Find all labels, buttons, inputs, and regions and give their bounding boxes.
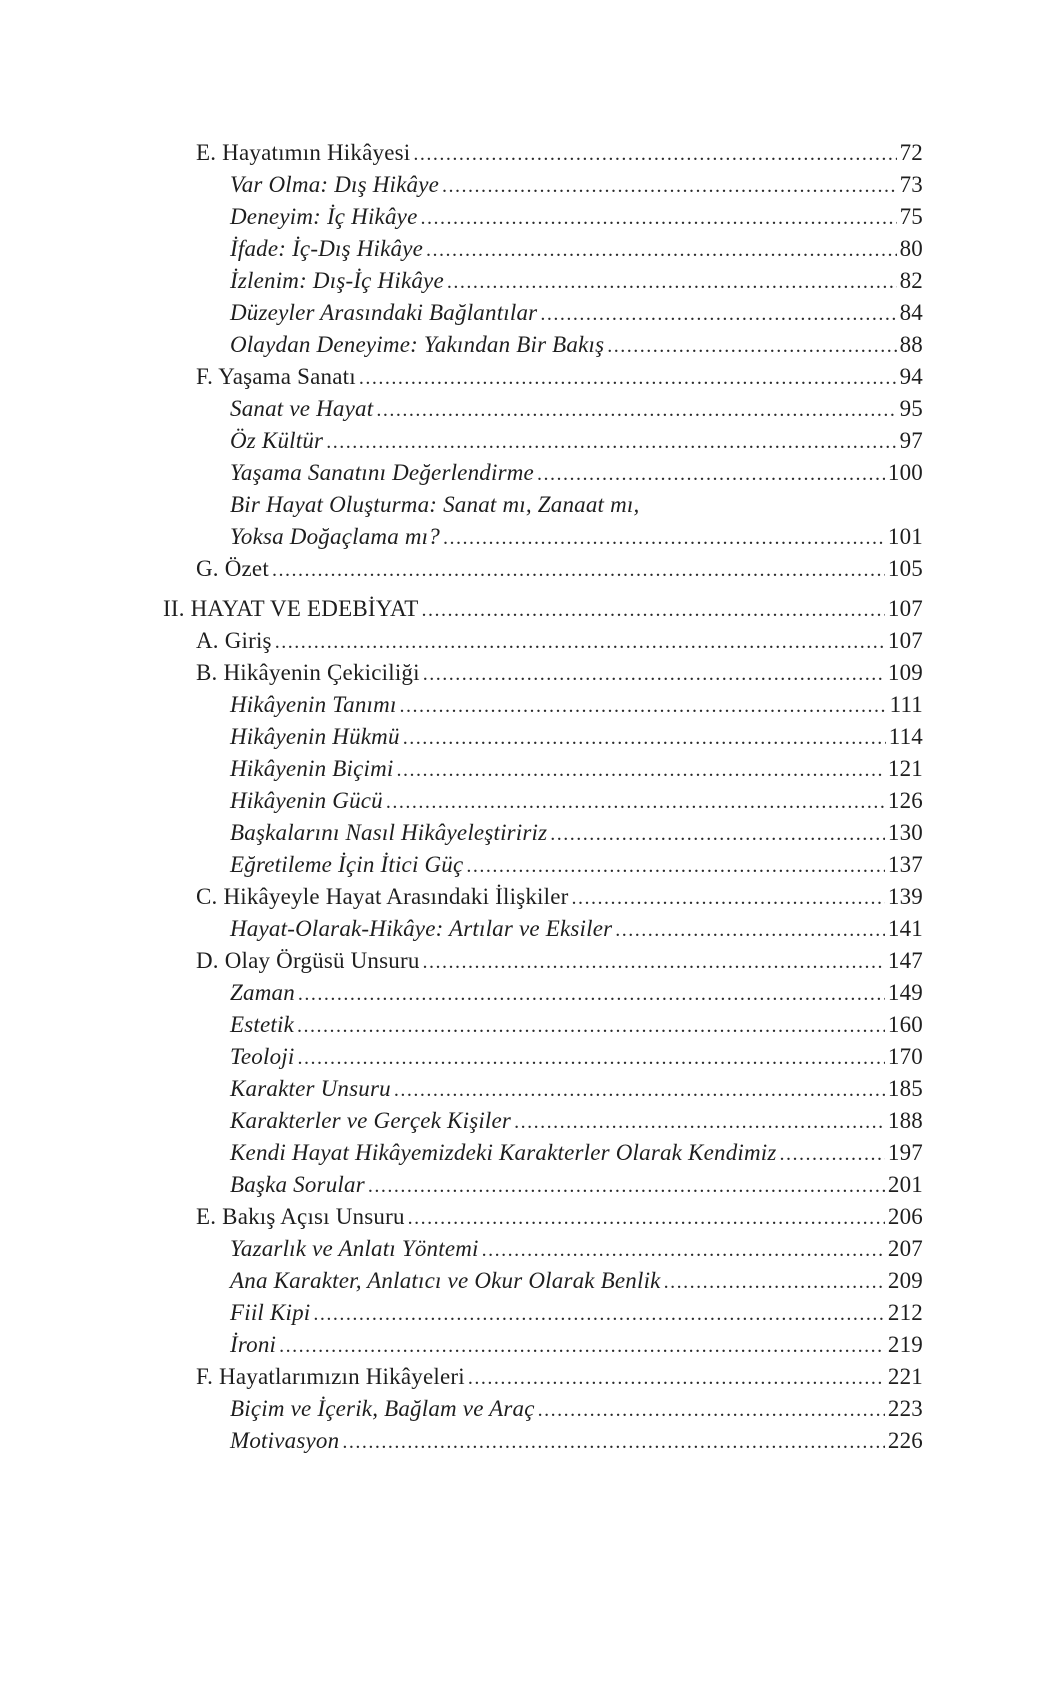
toc-entry-page: 223	[887, 1396, 923, 1421]
toc-entry	[230, 202, 923, 233]
toc-entry	[230, 1266, 923, 1297]
toc-entry-title: Motivasyon	[230, 1428, 340, 1453]
toc-entry-title: Zaman	[230, 980, 295, 1005]
toc-entry-page: 114	[888, 724, 923, 749]
dot-leader	[466, 851, 884, 881]
toc-entry-title: Hikâyenin Gücü	[230, 788, 383, 813]
toc-entry-page: 209	[887, 1268, 923, 1293]
toc-entry	[230, 754, 923, 785]
dot-leader	[422, 595, 885, 625]
toc-entry-title: Karakterler ve Gerçek Kişiler	[230, 1108, 512, 1133]
toc-entry-page: 95	[899, 396, 923, 421]
toc-entry	[230, 170, 923, 201]
toc-entry-page: 185	[887, 1076, 923, 1101]
toc-entry-title: Yoksa Doğaçlama mı?	[230, 524, 440, 549]
dot-leader	[394, 1075, 885, 1105]
toc-entry	[230, 522, 923, 553]
toc-entry	[196, 658, 923, 689]
toc-entry-title: Hikâyenin Biçimi	[230, 756, 394, 781]
toc-entry	[230, 1426, 923, 1457]
toc-entry	[230, 690, 923, 721]
dot-leader	[386, 787, 885, 817]
toc-entry-title: C. Hikâyeyle Hayat Arasındaki İlişkiler	[196, 884, 569, 909]
toc-entry	[230, 1074, 923, 1105]
toc-entry-page: 111	[889, 692, 923, 717]
toc-entry-page: 72	[899, 140, 923, 165]
toc-entry-title: Ana Karakter, Anlatıcı ve Okur Olarak Benlik	[230, 1268, 661, 1293]
dot-leader	[368, 1171, 885, 1201]
toc-chapter-entry	[163, 594, 923, 625]
dot-leader	[297, 1043, 884, 1073]
toc-chapter-title: II. HAYAT VE EDEBİYAT	[163, 596, 419, 621]
dot-leader	[538, 1395, 885, 1425]
dot-leader	[514, 1107, 885, 1137]
toc-entry-title: Bir Hayat Oluşturma: Sanat mı, Zanaat mı,	[230, 492, 640, 517]
toc-entry	[196, 626, 923, 657]
toc-entry	[230, 458, 923, 489]
toc-entry-page: 84	[899, 300, 923, 325]
toc-entry	[230, 818, 923, 849]
toc-entry-title: B. Hikâyenin Çekiciliği	[196, 660, 420, 685]
dot-leader	[326, 427, 896, 457]
toc-entry-title: İroni	[230, 1332, 277, 1357]
toc-entry	[230, 330, 923, 361]
toc-entry	[230, 1330, 923, 1361]
toc-entry	[230, 1298, 923, 1329]
dot-leader	[443, 523, 885, 553]
toc-entry-page: 226	[887, 1428, 923, 1453]
toc-entry-page: 94	[899, 364, 923, 389]
dot-leader	[313, 1299, 884, 1329]
toc-entry-page: 80	[899, 236, 923, 261]
toc-entry-title: Eğretileme İçin İtici Güç	[230, 852, 464, 877]
toc-entry-page: 197	[887, 1140, 923, 1165]
toc-entry-title: Düzeyler Arasındaki Bağlantılar	[230, 300, 538, 325]
dot-leader	[423, 947, 885, 977]
toc-entry-page: 149	[887, 980, 923, 1005]
dot-leader	[607, 331, 896, 361]
toc-entry-page: 100	[887, 460, 923, 485]
toc-entry-page: 137	[887, 852, 923, 877]
toc-entry-page: 141	[887, 916, 923, 941]
toc-entry	[230, 722, 923, 753]
toc-entry-page: 107	[887, 628, 923, 653]
toc-entry-page: 126	[887, 788, 923, 813]
toc-entry-page: 97	[899, 428, 923, 453]
dot-leader	[468, 1363, 885, 1393]
toc-entry-title: F. Yaşama Sanatı	[196, 364, 356, 389]
dot-leader	[297, 1011, 885, 1041]
toc-entry	[230, 914, 923, 945]
toc-entry	[196, 946, 923, 977]
toc-entry	[230, 1138, 923, 1169]
toc-entry-page: 206	[887, 1204, 923, 1229]
dot-leader	[298, 979, 885, 1009]
dot-leader	[421, 203, 897, 233]
toc-entry	[230, 786, 923, 817]
toc-entry	[230, 1106, 923, 1137]
toc-entry-page: 109	[887, 660, 923, 685]
toc-entry-title: Hayat-Olarak-Hikâye: Artılar ve Eksiler	[230, 916, 613, 941]
toc-entry-page: 82	[899, 268, 923, 293]
toc-entry-page: 130	[887, 820, 923, 845]
toc-entry-page: 221	[887, 1364, 923, 1389]
toc-entry	[196, 1202, 923, 1233]
toc-entry-title: Öz Kültür	[230, 428, 324, 453]
toc-entry-title: Sanat ve Hayat	[230, 396, 374, 421]
toc-entry	[230, 1170, 923, 1201]
toc-entry	[196, 362, 923, 393]
dot-leader	[400, 691, 887, 721]
toc-entry-page: 147	[887, 948, 923, 973]
dot-leader	[342, 1427, 885, 1457]
toc-entry-page: 188	[887, 1108, 923, 1133]
toc-entry	[230, 394, 923, 425]
dot-leader	[572, 883, 885, 913]
toc-entry-title: Teoloji	[230, 1044, 295, 1069]
toc-entry	[230, 1394, 923, 1425]
toc-entry-title: Yazarlık ve Anlatı Yöntemi	[230, 1236, 479, 1261]
toc-entry	[230, 266, 923, 297]
dot-leader	[426, 235, 897, 265]
toc-entry	[230, 978, 923, 1009]
toc-entry-page: 101	[887, 524, 923, 549]
toc-entry	[230, 1042, 923, 1073]
toc-entry-page: 107	[887, 596, 923, 621]
toc-entry-page: 88	[899, 332, 923, 357]
toc-entry-title: Yaşama Sanatını Değerlendirme	[230, 460, 534, 485]
dot-leader	[442, 171, 897, 201]
toc-entry-page: 170	[887, 1044, 923, 1069]
toc-entry-title: E. Hayatımın Hikâyesi	[196, 140, 411, 165]
toc-entry-title: Olaydan Deneyime: Yakından Bir Bakış	[230, 332, 605, 357]
dot-leader	[550, 819, 885, 849]
toc-entry-title: Hikâyenin Tanımı	[230, 692, 397, 717]
dot-leader	[423, 659, 885, 689]
toc-entry-title: Karakter Unsuru	[230, 1076, 391, 1101]
dot-leader	[272, 555, 885, 585]
toc-entry	[230, 234, 923, 265]
toc-entry-title: İzlenim: Dış-İç Hikâye	[230, 268, 444, 293]
dot-leader	[482, 1235, 885, 1265]
toc-entry-title: F. Hayatlarımızın Hikâyeleri	[196, 1364, 465, 1389]
dot-leader	[413, 139, 896, 169]
toc-entry-title: Fiil Kipi	[230, 1300, 311, 1325]
toc-entry-page: 160	[887, 1012, 923, 1037]
toc-entry-continued	[230, 490, 923, 520]
dot-leader	[376, 395, 896, 425]
dot-leader	[615, 915, 885, 945]
toc-entry	[196, 138, 923, 169]
toc-entry	[196, 882, 923, 913]
toc-entry-page: 75	[899, 204, 923, 229]
toc-entry	[230, 298, 923, 329]
toc-entry-page: 105	[887, 556, 923, 581]
dot-leader	[275, 627, 885, 657]
toc-entry-title: G. Özet	[196, 556, 269, 581]
dot-leader	[408, 1203, 885, 1233]
toc-entry-title: Estetik	[230, 1012, 294, 1037]
toc-entry-page: 212	[887, 1300, 923, 1325]
toc-entry-page: 73	[899, 172, 923, 197]
toc-entry-page: 139	[887, 884, 923, 909]
toc-entry-page: 121	[887, 756, 923, 781]
toc-entry-title: Başkalarını Nasıl Hikâyeleştiririz	[230, 820, 548, 845]
dot-leader	[397, 755, 885, 785]
toc-entry-title: İfade: İç-Dış Hikâye	[230, 236, 424, 261]
toc-entry-title: Deneyim: İç Hikâye	[230, 204, 418, 229]
toc-entry	[196, 554, 923, 585]
toc-entry-title: A. Giriş	[196, 628, 272, 653]
toc-entry	[230, 850, 923, 881]
toc-entry-title: E. Bakış Açısı Unsuru	[196, 1204, 405, 1229]
toc-entry-title: Kendi Hayat Hikâyemizdeki Karakterler Olarak Kendimiz	[230, 1140, 777, 1165]
dot-leader	[664, 1267, 885, 1297]
toc-entry	[196, 1362, 923, 1393]
dot-leader	[780, 1139, 885, 1169]
toc-entry-title: Var Olma: Dış Hikâye	[230, 172, 440, 197]
toc-entry-page: 207	[887, 1236, 923, 1261]
dot-leader	[447, 267, 897, 297]
toc-entry-title: D. Olay Örgüsü Unsuru	[196, 948, 420, 973]
toc-entry	[230, 1010, 923, 1041]
toc-entry-title: Biçim ve İçerik, Bağlam ve Araç	[230, 1396, 535, 1421]
dot-leader	[403, 723, 886, 753]
toc-entry-page: 201	[887, 1172, 923, 1197]
dot-leader	[537, 459, 885, 489]
dot-leader	[359, 363, 897, 393]
toc-entry-title: Başka Sorular	[230, 1172, 365, 1197]
toc-entry	[230, 426, 923, 457]
toc-entry-title: Hikâyenin Hükmü	[230, 724, 400, 749]
toc-entry	[230, 1234, 923, 1265]
dot-leader	[279, 1331, 885, 1361]
dot-leader	[540, 299, 896, 329]
toc-entry-page: 219	[887, 1332, 923, 1357]
